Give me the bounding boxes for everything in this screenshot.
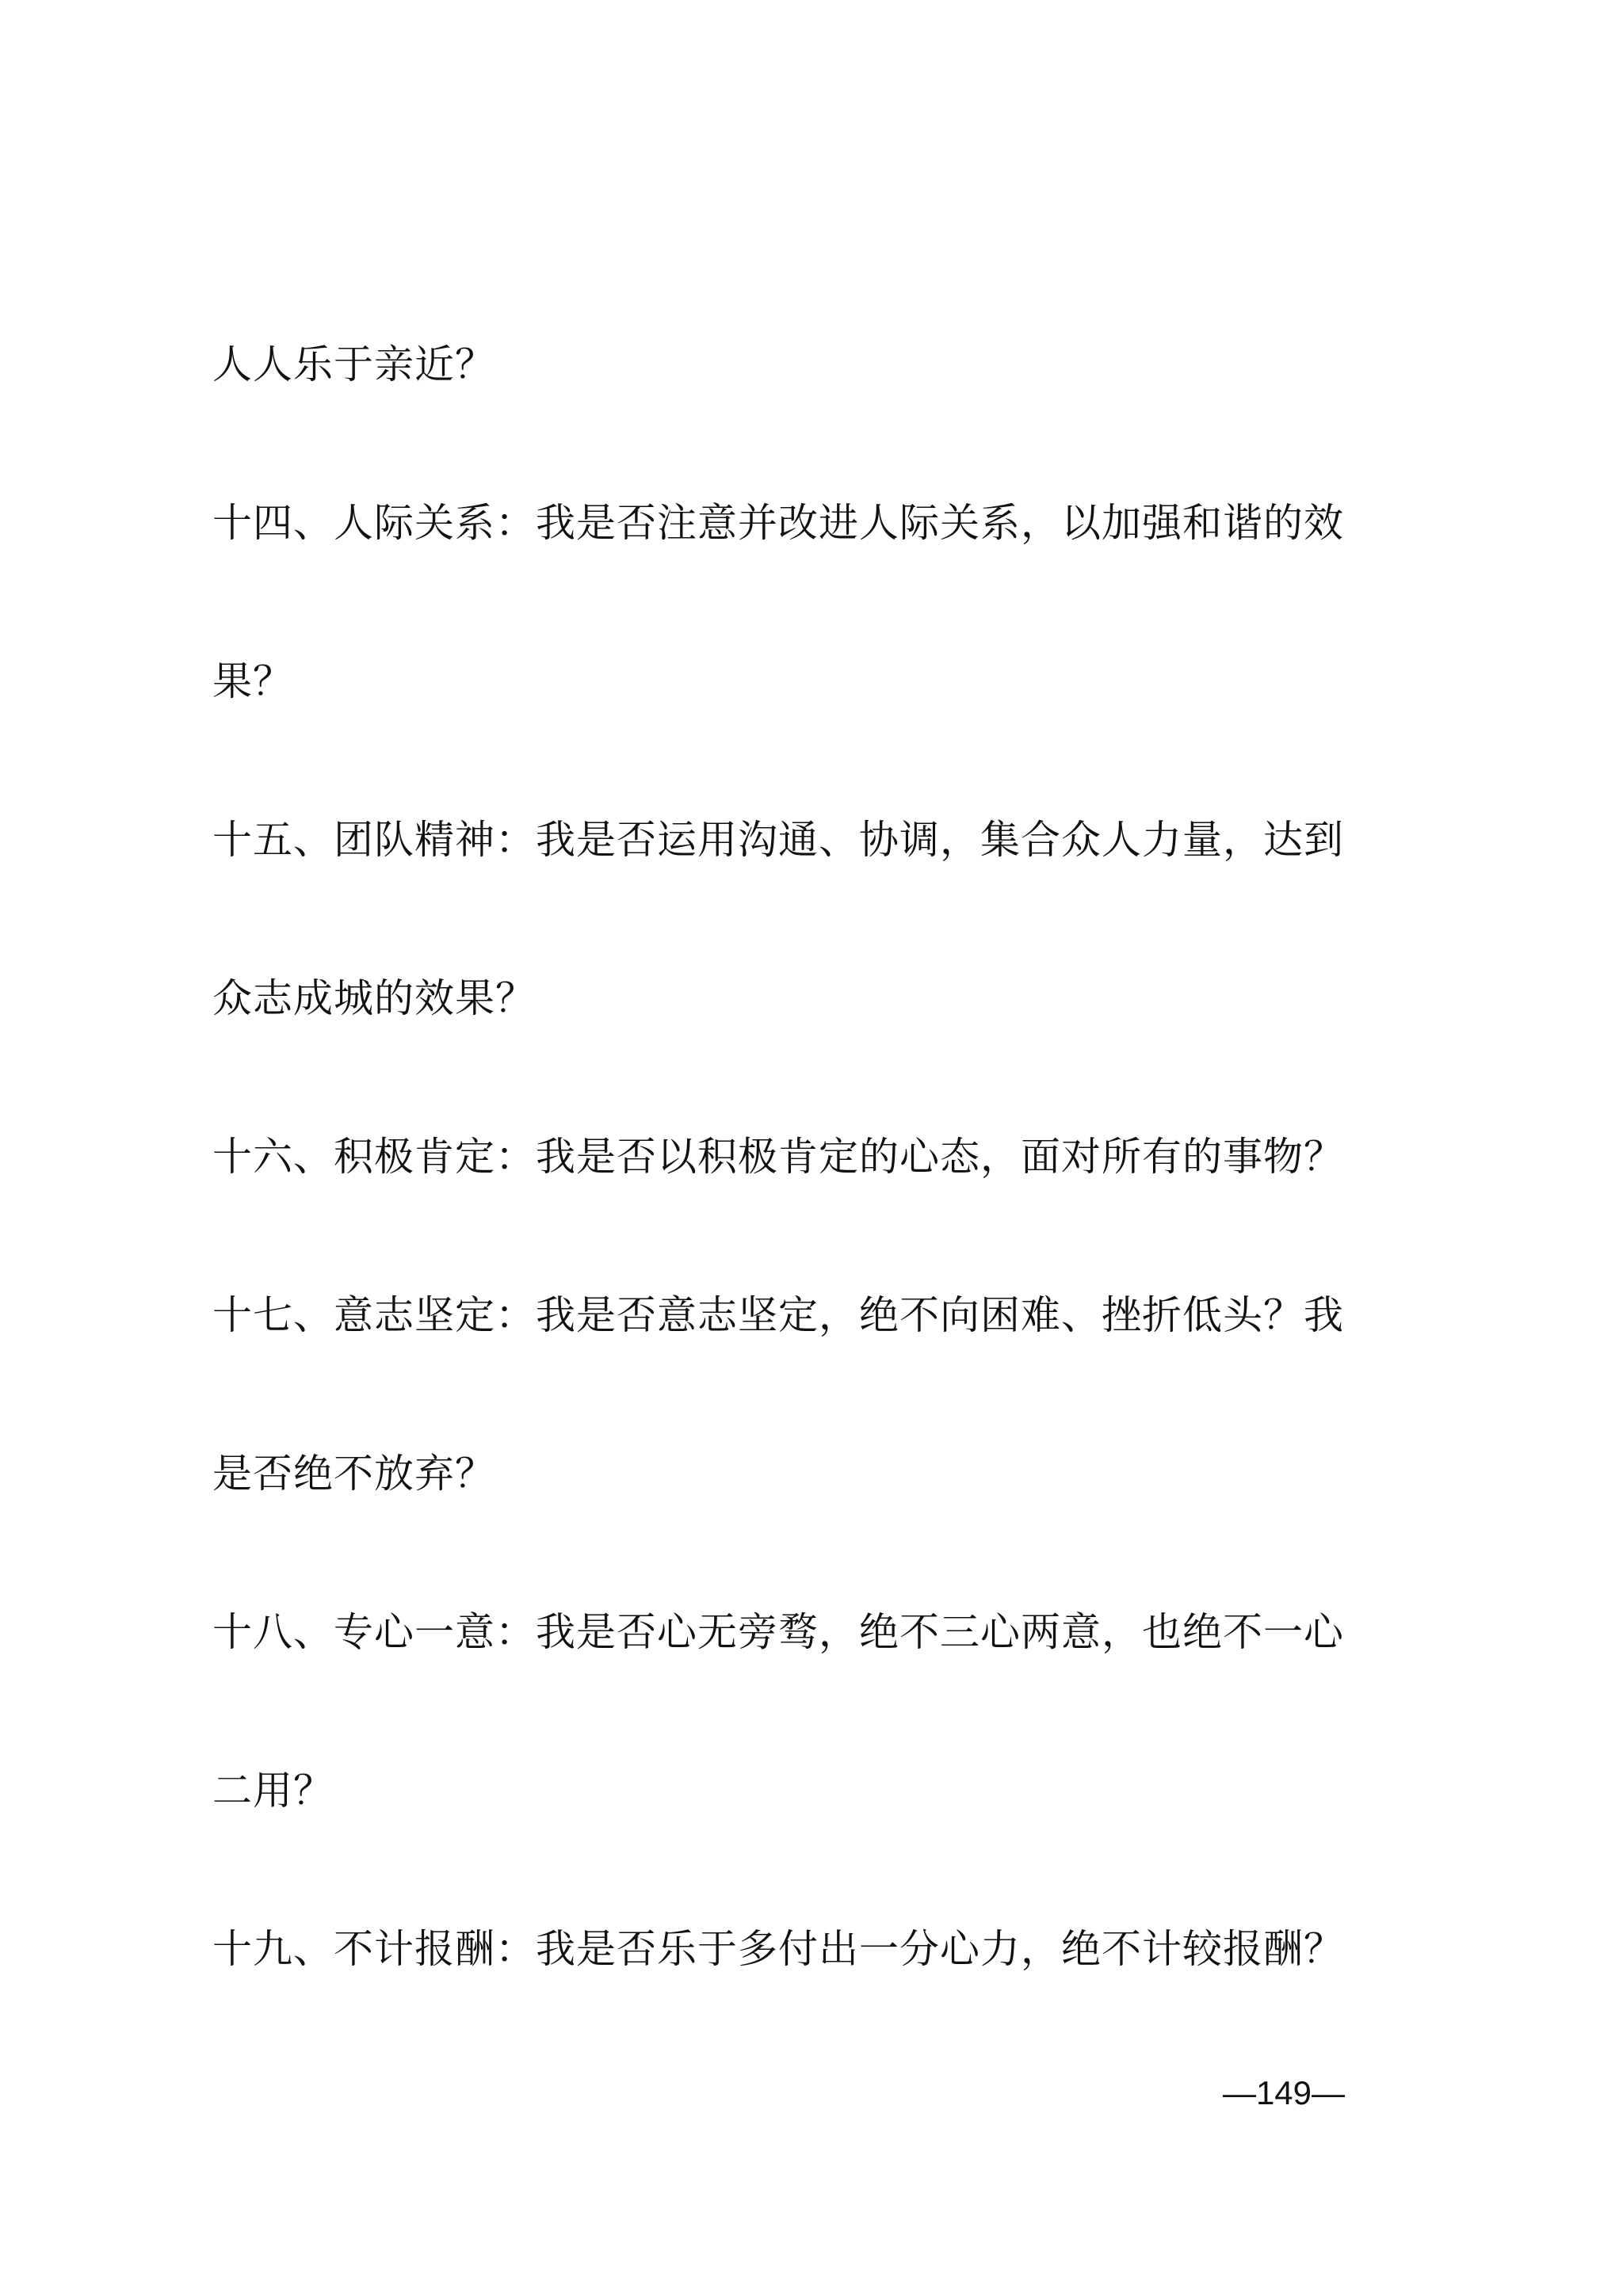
text-line: 十九、不计报酬：我是否乐于多付出一分心力，绝不计较报酬？ — [212, 1926, 1344, 1972]
page-number: —149— — [1222, 2074, 1346, 2111]
text-line: 果？ — [212, 658, 293, 704]
text-line: 十六、积极肯定：我是否以积极肯定的心态，面对所有的事物？ — [212, 1134, 1344, 1180]
text-line: 二用？ — [212, 1768, 334, 1814]
text-line: 人人乐于亲近？ — [212, 341, 495, 387]
text-line: 十八、专心一意：我是否心无旁骛，绝不三心两意，也绝不一心 — [212, 1609, 1344, 1655]
text-line: 众志成城的效果？ — [212, 975, 536, 1021]
text-line: 十四、人际关系：我是否注意并改进人际关系，以加强和谐的效 — [212, 500, 1344, 546]
text-line: 十七、意志坚定：我是否意志坚定，绝不向困难、挫折低头？我 — [212, 1292, 1344, 1338]
text-line: 十五、团队精神：我是否运用沟通、协调，集合众人力量，达到 — [212, 817, 1344, 863]
text-line: 是否绝不放弃？ — [212, 1451, 495, 1497]
